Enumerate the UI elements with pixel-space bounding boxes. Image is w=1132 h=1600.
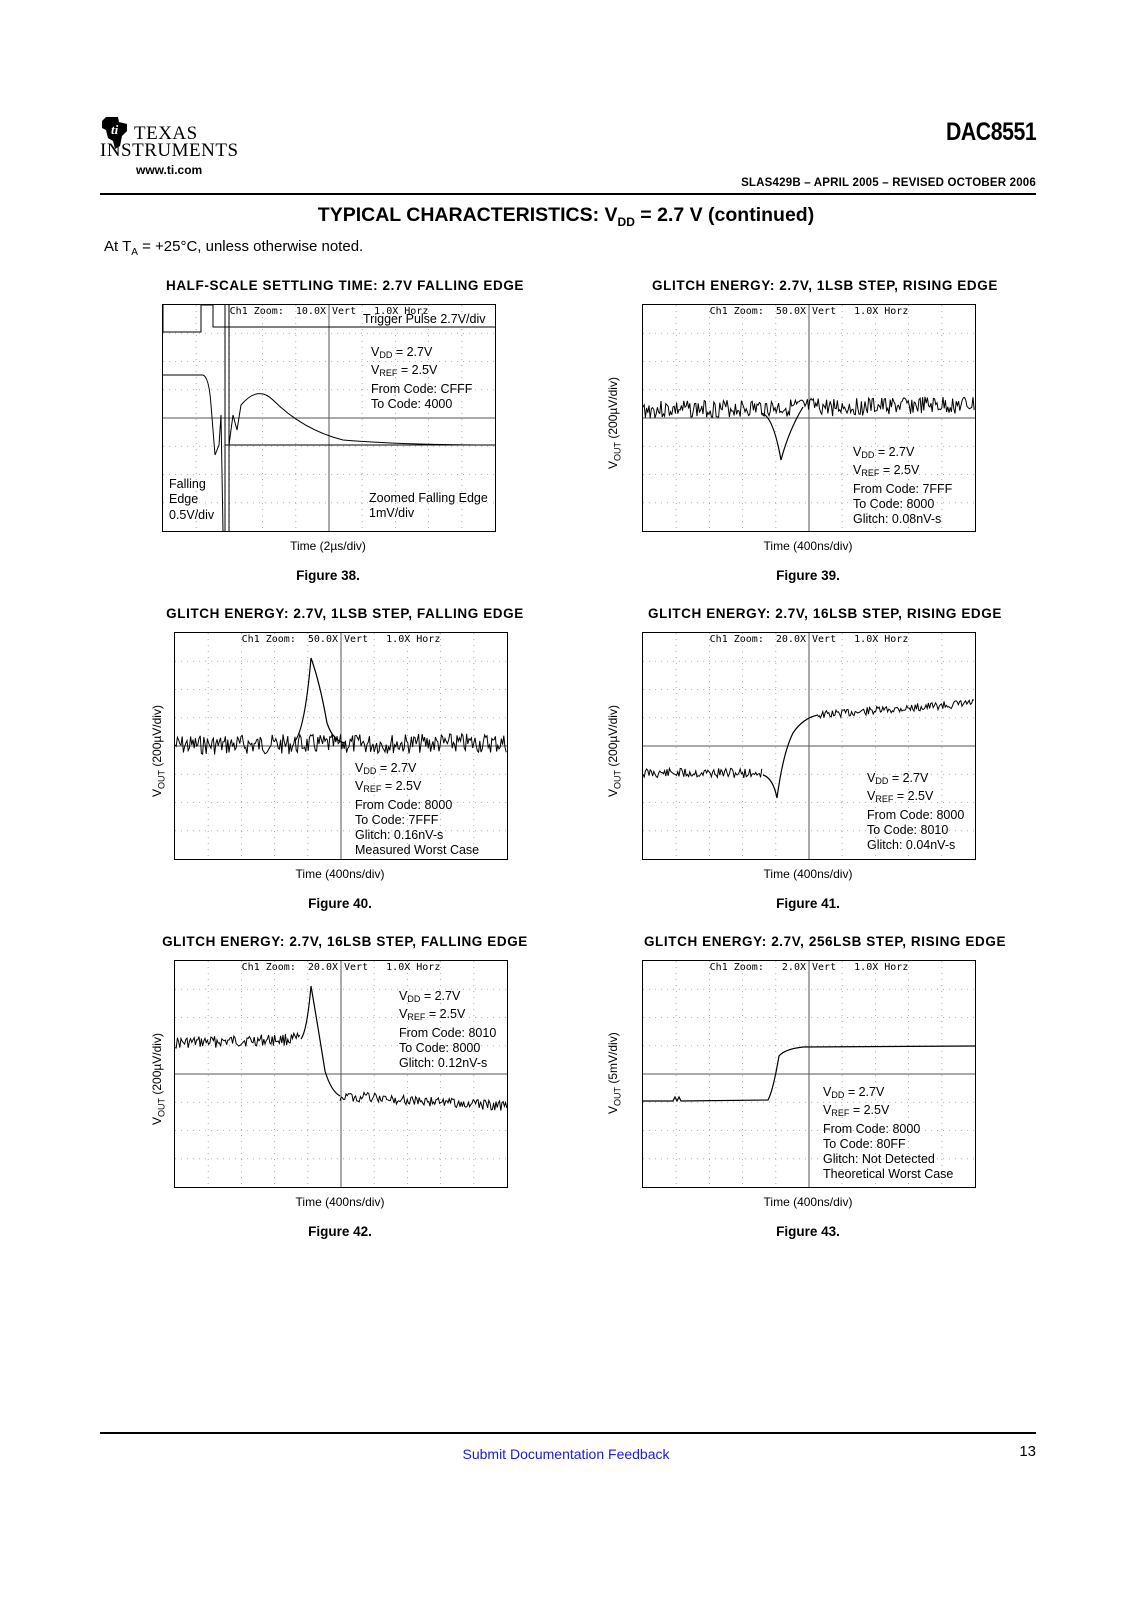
figure-43 <box>600 934 1050 1244</box>
figure-title: GLITCH ENERGY: 2.7V, 256LSB STEP, RISING EDGE <box>643 934 1007 949</box>
conditions-note: $V_{DD} = 2.7V$ $V_{REF} = 2.5V$ From Code: 7FFF To Code: 8000 Glitch: 0.08nV-s <box>853 445 953 527</box>
figure-title: GLITCH ENERGY: 2.7V, 16LSB STEP, FALLING EDGE <box>162 934 528 949</box>
step-trace <box>763 715 818 798</box>
channel-label: Ch1 Zoom: 50.0X Vert 1.0X Horz <box>709 306 909 317</box>
oscilloscope-plot <box>642 960 976 1188</box>
logo-word-texas: TEXAS <box>134 123 198 144</box>
ti-logo <box>100 116 240 182</box>
figure-38 <box>120 278 570 588</box>
noise-trace <box>643 768 762 778</box>
x-axis-label: Time (2µs/div) <box>290 539 366 553</box>
figure-caption: Figure 42. <box>308 1224 372 1239</box>
figure-caption: Figure 38. <box>296 568 360 583</box>
x-axis-label: Time (400ns/div) <box>763 867 853 881</box>
x-axis-label: Time (400ns/div) <box>295 1195 385 1209</box>
figure-40 <box>120 606 570 916</box>
channel-label: Ch1 Zoom: 50.0X Vert 1.0X Horz <box>241 634 441 645</box>
conditions-note: $V_{DD} = 2.7V$ $V_{REF} = 2.5V$ From Code: 8000 To Code: 7FFF Glitch: 0.16nV-s Measured Worst Case <box>355 761 480 858</box>
oscilloscope-plot <box>642 304 976 532</box>
figure-title: HALF-SCALE SETTLING TIME: 2.7V FALLING EDGE <box>165 278 525 293</box>
submit-feedback-link[interactable]: Submit Documentation Feedback <box>462 1446 670 1462</box>
x-axis-label: Time (400ns/div) <box>763 539 853 553</box>
figure-title: GLITCH ENERGY: 2.7V, 1LSB STEP, RISING EDGE <box>652 278 998 293</box>
figure-caption: Figure 41. <box>776 896 840 911</box>
figure-title: GLITCH ENERGY: 2.7V, 16LSB STEP, RISING EDGE <box>648 606 1002 621</box>
footer-rule <box>100 1432 1036 1434</box>
figure-title: GLITCH ENERGY: 2.7V, 1LSB STEP, FALLING EDGE <box>166 606 524 621</box>
header-rule <box>100 193 1036 195</box>
x-axis-label: Time (400ns/div) <box>763 1195 853 1209</box>
document-revision: SLAS429B – APRIL 2005 – REVISED OCTOBER 2006 <box>741 177 1036 189</box>
x-axis-label: Time (400ns/div) <box>295 867 385 881</box>
conditions-note: $V_{DD} = 2.7V$ $V_{REF} = 2.5V$ From Code: 8000 To Code: 8010 Glitch: 0.04nV-s <box>867 771 965 853</box>
figure-42 <box>120 934 570 1244</box>
noise-trace <box>340 1092 507 1110</box>
figure-caption: Figure 39. <box>776 568 840 583</box>
y-axis-label: $V_{OUT}$ (200µV/div) <box>606 377 623 469</box>
logo-word-instruments: INSTRUMENTS <box>100 140 239 161</box>
y-axis-label: $V_{OUT}$ (200µV/div) <box>150 705 167 797</box>
channel-label: Ch1 Zoom: 2.0X Vert 1.0X Horz <box>709 962 909 973</box>
figure-caption: Figure 43. <box>776 1224 840 1239</box>
section-title: TYPICAL CHARACTERISTICS: $V_{DD} = 2.7$ V (continued) <box>317 204 815 229</box>
falling-edge-note: Falling Edge 0.5V/div <box>169 477 215 522</box>
document-id: DAC8551 <box>945 118 1036 146</box>
logo-url[interactable]: www.ti.com <box>136 163 203 177</box>
figure-39 <box>600 278 1050 588</box>
channel-label: Ch1 Zoom: 20.0X Vert 1.0X Horz <box>709 634 909 645</box>
channel-label: Ch1 Zoom: 20.0X Vert 1.0X Horz <box>241 962 441 973</box>
noise-trace <box>818 700 974 718</box>
page-number: 13 <box>1019 1443 1036 1460</box>
oscilloscope-plot <box>162 304 496 532</box>
glitch-trace <box>295 658 345 743</box>
oscilloscope-plot <box>174 960 508 1188</box>
y-axis-label: $V_{OUT}$ (5mV/div) <box>606 1032 623 1114</box>
zoomed-edge-note: Zoomed Falling Edge 1mV/div <box>369 491 488 521</box>
glitch-trace <box>301 986 340 1096</box>
oscilloscope-plot <box>642 632 976 860</box>
y-axis-label: $V_{OUT}$ (200µV/div) <box>606 705 623 797</box>
figure-caption: Figure 40. <box>308 896 372 911</box>
glitch-trace <box>761 407 803 460</box>
channel-label: Ch1 Zoom: 10.0X Vert 1.0X Horz <box>229 306 429 317</box>
conditions-note: $V_{DD} = 2.7V$ $V_{REF} = 2.5V$ From Code: 8000 To Code: 80FF Glitch: Not Detected Theoretical Worst Case <box>823 1085 954 1182</box>
svg-text:ti: ti <box>111 122 119 137</box>
trigger-note: Trigger Pulse 2.7V/div <box>363 312 486 326</box>
test-conditions: At $T_A = +25^\circ C$, unless otherwise noted. <box>104 238 364 258</box>
y-axis-label: $V_{OUT}$ (200µV/div) <box>150 1033 167 1125</box>
figure-41 <box>600 606 1050 916</box>
conditions-note: $V_{DD} = 2.7V$ $V_{REF} = 2.5V$ From Code: CFFF To Code: 4000 <box>371 345 473 411</box>
conditions-note: $V_{DD} = 2.7V$ $V_{REF} = 2.5V$ From Code: 8010 To Code: 8000 Glitch: 0.12nV-s <box>399 989 497 1071</box>
oscilloscope-plot <box>174 632 508 860</box>
